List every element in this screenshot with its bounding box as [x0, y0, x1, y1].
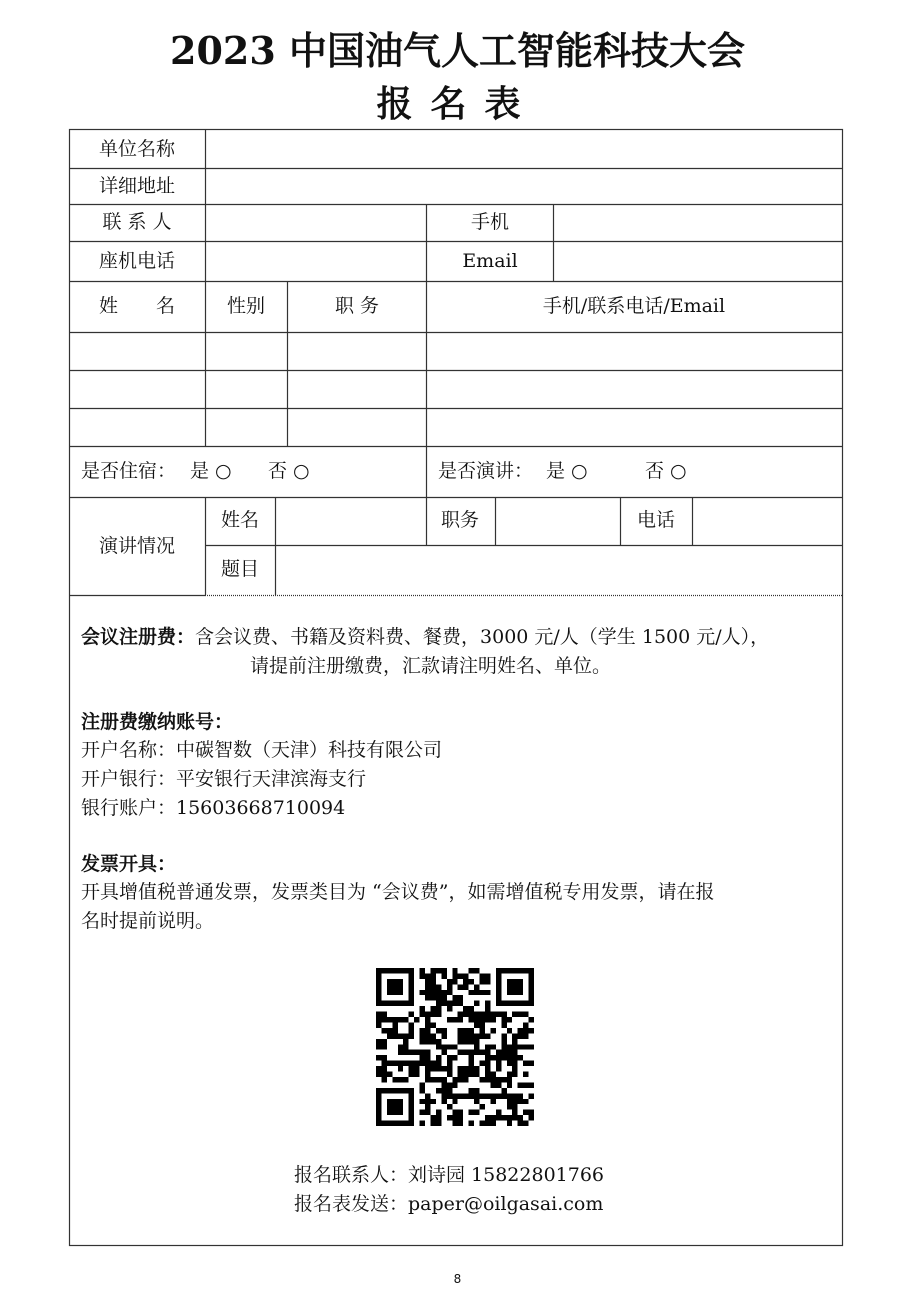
speech-topic-label: 题目	[220, 558, 260, 580]
label-mobile: 手机	[470, 211, 510, 233]
label-address: 详细地址	[98, 175, 176, 197]
fee-text: 含会议费、书籍及资料费、餐费，3000 元/人（学生 1500 元/人），	[195, 626, 770, 648]
header-contact-info: 手机/联系电话/Email	[542, 295, 726, 317]
speech-phone-label: 电话	[636, 509, 676, 531]
label-landline: 座机电话	[98, 250, 176, 272]
fee-text-2: 请提前注册缴费，汇款请注明姓名、单位。	[250, 655, 612, 677]
fee-label: 会议注册费：	[81, 626, 196, 648]
label-contact: 联 系 人	[102, 211, 172, 233]
document-subtitle: 报名表	[376, 83, 539, 125]
invoice-label: 发票开具：	[81, 853, 177, 875]
lodging-no-radio[interactable]: 否 ○	[268, 460, 310, 482]
label-unit-name: 单位名称	[98, 138, 176, 160]
label-email: Email	[462, 250, 518, 272]
account-label: 注册费缴纳账号：	[81, 711, 234, 733]
speech-info-label: 演讲情况	[98, 535, 176, 557]
footer-send: 报名表发送：paper@oilgasai.com	[294, 1193, 604, 1215]
fee-paragraph	[81, 628, 769, 647]
header-name: 姓 名	[98, 295, 176, 317]
header-position: 职 务	[334, 295, 380, 317]
page-number: 8	[453, 1272, 462, 1286]
speech-no-radio[interactable]: 否 ○	[645, 460, 687, 482]
lodging-label: 是否住宿：	[81, 460, 177, 482]
invoice-line-1: 开具增值税普通发票，发票类目为 “会议费”，如需增值税专用发票，请在报	[81, 881, 715, 903]
invoice-line-2: 名时提前说明。	[81, 910, 215, 932]
footer-contact: 报名联系人：刘诗园 15822801766	[294, 1164, 605, 1186]
qr-code	[376, 968, 534, 1126]
account-name: 开户名称：中碳智数（天津）科技有限公司	[81, 739, 443, 761]
header-gender: 性别	[226, 295, 266, 317]
document-title: 2023 中国油气人工智能科技大会	[170, 28, 745, 73]
speech-yes-radio[interactable]: 是 ○	[546, 460, 588, 482]
speech-name-label: 姓名	[220, 509, 260, 531]
account-bank: 开户银行：平安银行天津滨海支行	[81, 768, 367, 790]
speech-position-label: 职务	[440, 509, 480, 531]
speech-label: 是否演讲：	[438, 460, 534, 482]
lodging-yes-radio[interactable]: 是 ○	[190, 460, 232, 482]
account-number: 银行账户：15603668710094	[81, 797, 346, 819]
